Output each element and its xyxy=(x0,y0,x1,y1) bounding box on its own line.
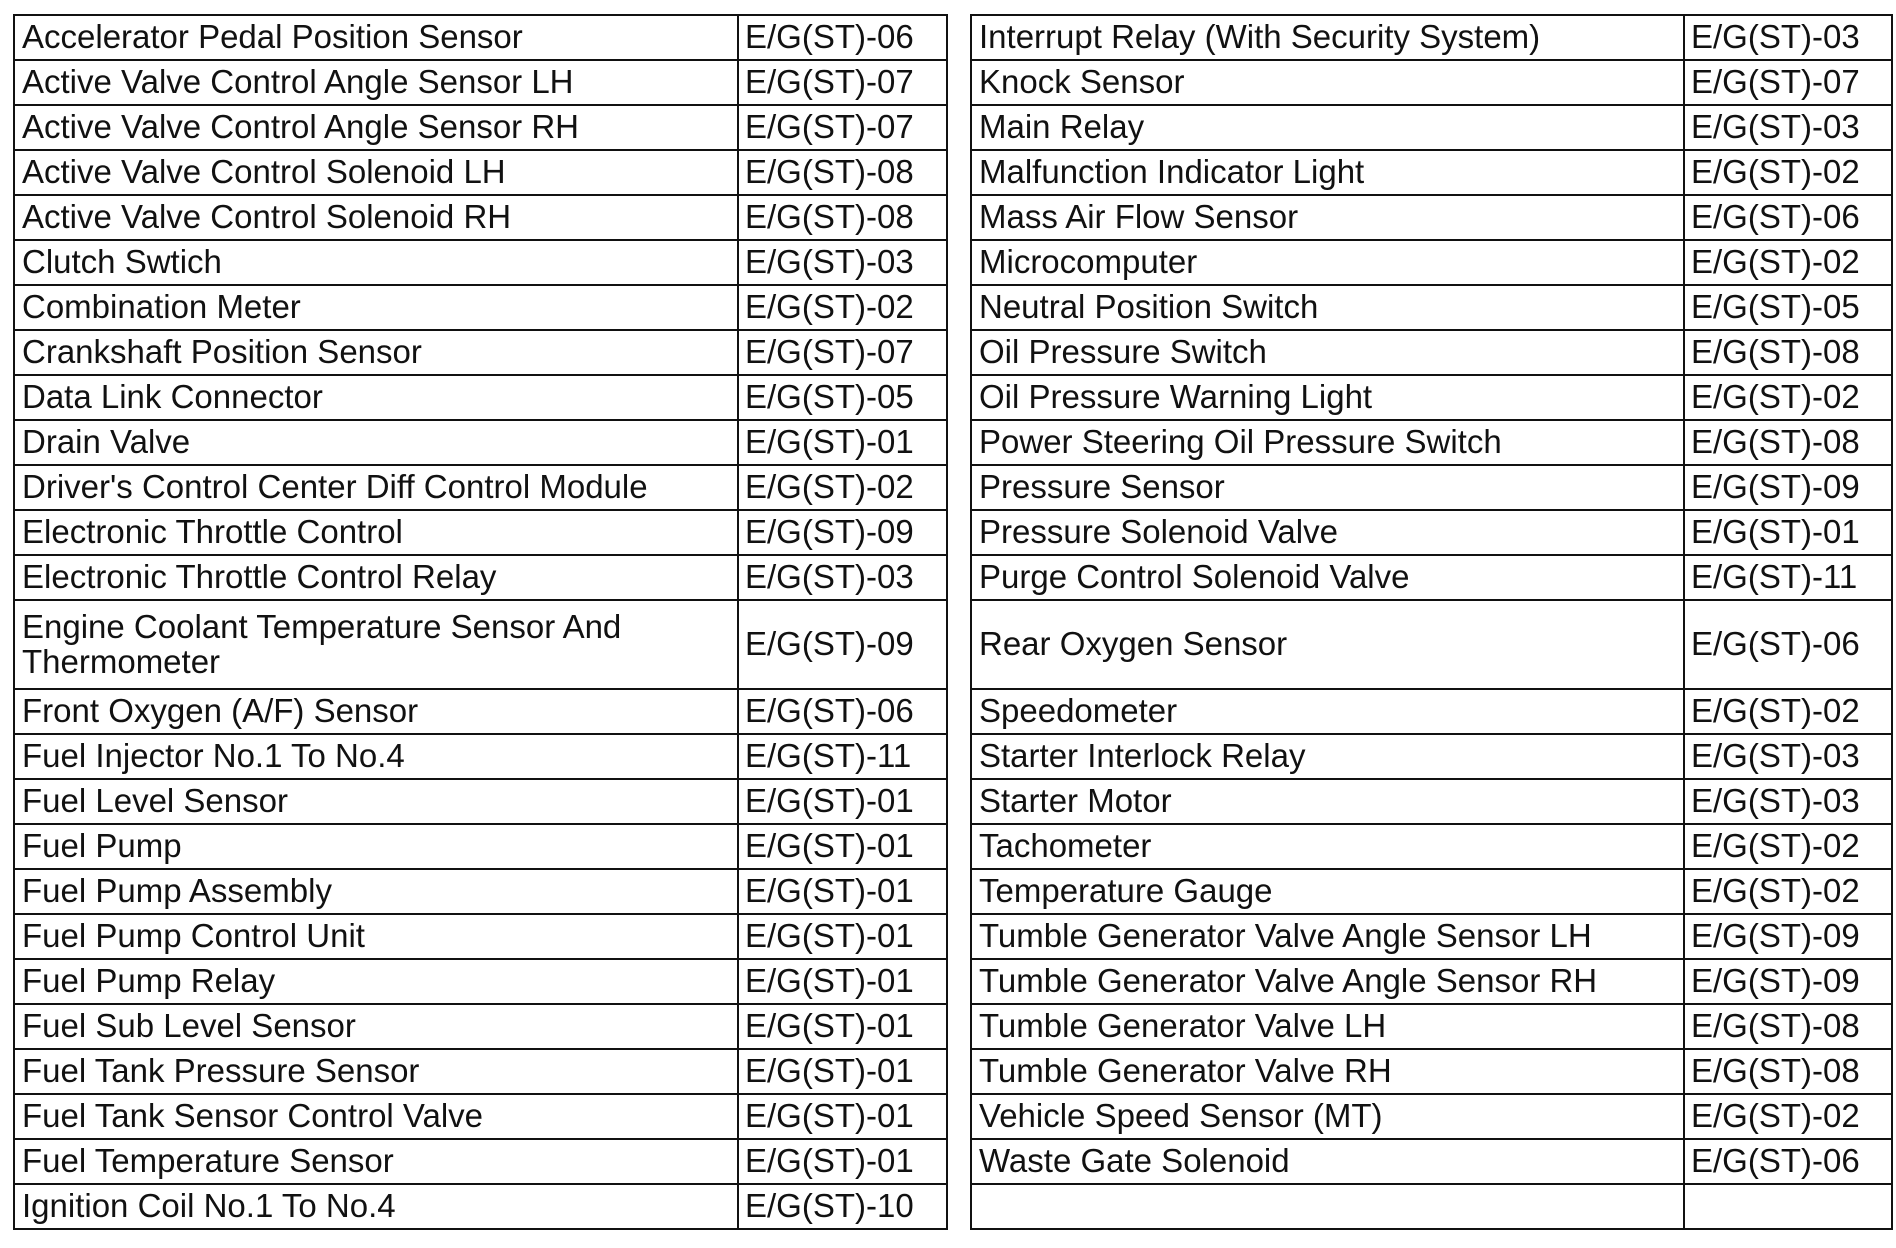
section-code: E/G(ST)-08 xyxy=(1684,1004,1892,1049)
component-name: Vehicle Speed Sensor (MT) xyxy=(971,1094,1684,1139)
table-row xyxy=(971,1139,1892,1184)
table-row xyxy=(971,465,1892,510)
component-name: Tumble Generator Valve Angle Sensor LH xyxy=(971,914,1684,959)
section-code: E/G(ST)-03 xyxy=(1684,779,1892,824)
table-row xyxy=(14,510,947,555)
section-code: E/G(ST)-07 xyxy=(738,60,947,105)
table-row xyxy=(971,869,1892,914)
table-row xyxy=(14,465,947,510)
section-code: E/G(ST)-09 xyxy=(1684,914,1892,959)
table-row xyxy=(971,1049,1892,1094)
section-code: E/G(ST)-06 xyxy=(1684,600,1892,689)
table-row xyxy=(971,555,1892,600)
section-code: E/G(ST)-08 xyxy=(1684,330,1892,375)
section-code: E/G(ST)-02 xyxy=(1684,1094,1892,1139)
component-name: Fuel Sub Level Sensor xyxy=(14,1004,738,1049)
section-code: E/G(ST)-02 xyxy=(1684,869,1892,914)
component-name: Mass Air Flow Sensor xyxy=(971,195,1684,240)
component-name: Knock Sensor xyxy=(971,60,1684,105)
section-code: E/G(ST)-01 xyxy=(1684,510,1892,555)
component-name: Rear Oxygen Sensor xyxy=(971,600,1684,689)
section-code: E/G(ST)-01 xyxy=(738,824,947,869)
table-row xyxy=(971,1184,1892,1229)
table-row xyxy=(14,824,947,869)
component-name: Driver's Control Center Diff Control Module xyxy=(14,465,738,510)
table-row xyxy=(971,15,1892,60)
section-code: E/G(ST)-06 xyxy=(1684,195,1892,240)
section-code: E/G(ST)-01 xyxy=(738,420,947,465)
table-row xyxy=(14,240,947,285)
section-code: E/G(ST)-02 xyxy=(1684,824,1892,869)
component-name xyxy=(971,1184,1684,1229)
component-name: Oil Pressure Switch xyxy=(971,330,1684,375)
component-name: Fuel Tank Pressure Sensor xyxy=(14,1049,738,1094)
component-name: Electronic Throttle Control xyxy=(14,510,738,555)
table-row xyxy=(971,1094,1892,1139)
section-code: E/G(ST)-08 xyxy=(1684,1049,1892,1094)
table-row xyxy=(971,375,1892,420)
table-row xyxy=(14,105,947,150)
component-name: Malfunction Indicator Light xyxy=(971,150,1684,195)
section-code: E/G(ST)-02 xyxy=(1684,150,1892,195)
section-code: E/G(ST)-02 xyxy=(1684,240,1892,285)
component-name: Drain Valve xyxy=(14,420,738,465)
table-row xyxy=(971,959,1892,1004)
component-name: Accelerator Pedal Position Sensor xyxy=(14,15,738,60)
table-row xyxy=(14,1049,947,1094)
section-code: E/G(ST)-08 xyxy=(738,150,947,195)
component-name: Power Steering Oil Pressure Switch xyxy=(971,420,1684,465)
section-code: E/G(ST)-01 xyxy=(738,1094,947,1139)
component-name: Neutral Position Switch xyxy=(971,285,1684,330)
component-name: Fuel Injector No.1 To No.4 xyxy=(14,734,738,779)
component-name: Crankshaft Position Sensor xyxy=(14,330,738,375)
section-code: E/G(ST)-07 xyxy=(738,330,947,375)
component-name: Main Relay xyxy=(971,105,1684,150)
component-name: Tumble Generator Valve LH xyxy=(971,1004,1684,1049)
table-row xyxy=(14,1004,947,1049)
table-row xyxy=(14,1184,947,1229)
component-name: Temperature Gauge xyxy=(971,869,1684,914)
table-row xyxy=(971,824,1892,869)
component-name: Active Valve Control Angle Sensor RH xyxy=(14,105,738,150)
component-name: Oil Pressure Warning Light xyxy=(971,375,1684,420)
component-name: Clutch Swtich xyxy=(14,240,738,285)
component-table-left xyxy=(13,14,948,1230)
section-code: E/G(ST)-02 xyxy=(1684,689,1892,734)
table-row xyxy=(14,869,947,914)
section-code: E/G(ST)-01 xyxy=(738,1049,947,1094)
component-name: Engine Coolant Temperature Sensor And Thermometer xyxy=(14,600,738,689)
section-code: E/G(ST)-09 xyxy=(738,510,947,555)
component-name: Fuel Tank Sensor Control Valve xyxy=(14,1094,738,1139)
table-row xyxy=(14,150,947,195)
component-name: Fuel Pump Assembly xyxy=(14,869,738,914)
table-row xyxy=(14,734,947,779)
component-name: Data Link Connector xyxy=(14,375,738,420)
component-name: Pressure Sensor xyxy=(971,465,1684,510)
section-code: E/G(ST)-08 xyxy=(738,195,947,240)
section-code xyxy=(1684,1184,1892,1229)
section-code: E/G(ST)-06 xyxy=(738,15,947,60)
table-row xyxy=(971,689,1892,734)
component-name: Active Valve Control Angle Sensor LH xyxy=(14,60,738,105)
table-row xyxy=(14,959,947,1004)
section-code: E/G(ST)-11 xyxy=(1684,555,1892,600)
section-code: E/G(ST)-02 xyxy=(738,285,947,330)
table-row xyxy=(14,60,947,105)
table-row xyxy=(14,195,947,240)
section-code: E/G(ST)-09 xyxy=(738,600,947,689)
section-code: E/G(ST)-09 xyxy=(1684,959,1892,1004)
section-code: E/G(ST)-03 xyxy=(1684,734,1892,779)
section-code: E/G(ST)-03 xyxy=(738,240,947,285)
table-row xyxy=(971,285,1892,330)
component-name: Combination Meter xyxy=(14,285,738,330)
component-name: Ignition Coil No.1 To No.4 xyxy=(14,1184,738,1229)
section-code: E/G(ST)-06 xyxy=(1684,1139,1892,1184)
section-code: E/G(ST)-01 xyxy=(738,779,947,824)
table-row xyxy=(14,285,947,330)
component-name: Fuel Pump xyxy=(14,824,738,869)
table-row xyxy=(14,600,947,689)
table-row xyxy=(14,420,947,465)
section-code: E/G(ST)-03 xyxy=(1684,15,1892,60)
table-row xyxy=(971,150,1892,195)
section-code: E/G(ST)-03 xyxy=(738,555,947,600)
section-code: E/G(ST)-01 xyxy=(738,959,947,1004)
section-code: E/G(ST)-11 xyxy=(738,734,947,779)
component-name: Active Valve Control Solenoid RH xyxy=(14,195,738,240)
section-code: E/G(ST)-01 xyxy=(738,1004,947,1049)
section-code: E/G(ST)-02 xyxy=(738,465,947,510)
component-name: Starter Interlock Relay xyxy=(971,734,1684,779)
section-code: E/G(ST)-03 xyxy=(1684,105,1892,150)
table-row xyxy=(14,375,947,420)
section-code: E/G(ST)-05 xyxy=(738,375,947,420)
component-name: Tumble Generator Valve Angle Sensor RH xyxy=(971,959,1684,1004)
component-name: Tumble Generator Valve RH xyxy=(971,1049,1684,1094)
component-name: Speedometer xyxy=(971,689,1684,734)
table-row xyxy=(14,779,947,824)
section-code: E/G(ST)-06 xyxy=(738,689,947,734)
component-name: Waste Gate Solenoid xyxy=(971,1139,1684,1184)
section-code: E/G(ST)-05 xyxy=(1684,285,1892,330)
table-row xyxy=(14,555,947,600)
section-code: E/G(ST)-07 xyxy=(738,105,947,150)
component-name: Fuel Level Sensor xyxy=(14,779,738,824)
table-row xyxy=(971,105,1892,150)
section-code: E/G(ST)-01 xyxy=(738,869,947,914)
table-row xyxy=(971,420,1892,465)
section-code: E/G(ST)-02 xyxy=(1684,375,1892,420)
component-name: Electronic Throttle Control Relay xyxy=(14,555,738,600)
table-row xyxy=(14,1094,947,1139)
component-name: Fuel Pump Control Unit xyxy=(14,914,738,959)
table-row xyxy=(14,689,947,734)
component-name: Fuel Pump Relay xyxy=(14,959,738,1004)
table-row xyxy=(14,15,947,60)
component-table-right xyxy=(970,14,1893,1230)
table-row xyxy=(14,330,947,375)
component-name: Pressure Solenoid Valve xyxy=(971,510,1684,555)
component-name: Front Oxygen (A/F) Sensor xyxy=(14,689,738,734)
section-code: E/G(ST)-08 xyxy=(1684,420,1892,465)
component-name: Active Valve Control Solenoid LH xyxy=(14,150,738,195)
table-row xyxy=(971,510,1892,555)
table-row xyxy=(14,914,947,959)
component-name: Interrupt Relay (With Security System) xyxy=(971,15,1684,60)
table-row xyxy=(971,60,1892,105)
table-row xyxy=(971,600,1892,689)
table-row xyxy=(971,240,1892,285)
section-code: E/G(ST)-07 xyxy=(1684,60,1892,105)
table-row xyxy=(971,1004,1892,1049)
section-code: E/G(ST)-09 xyxy=(1684,465,1892,510)
component-name: Microcomputer xyxy=(971,240,1684,285)
table-row xyxy=(971,779,1892,824)
section-code: E/G(ST)-01 xyxy=(738,1139,947,1184)
component-name: Fuel Temperature Sensor xyxy=(14,1139,738,1184)
section-code: E/G(ST)-10 xyxy=(738,1184,947,1229)
table-row xyxy=(971,195,1892,240)
component-name: Starter Motor xyxy=(971,779,1684,824)
table-row xyxy=(971,914,1892,959)
component-name: Purge Control Solenoid Valve xyxy=(971,555,1684,600)
table-row xyxy=(14,1139,947,1184)
table-row xyxy=(971,330,1892,375)
section-code: E/G(ST)-01 xyxy=(738,914,947,959)
table-row xyxy=(971,734,1892,779)
component-name: Tachometer xyxy=(971,824,1684,869)
